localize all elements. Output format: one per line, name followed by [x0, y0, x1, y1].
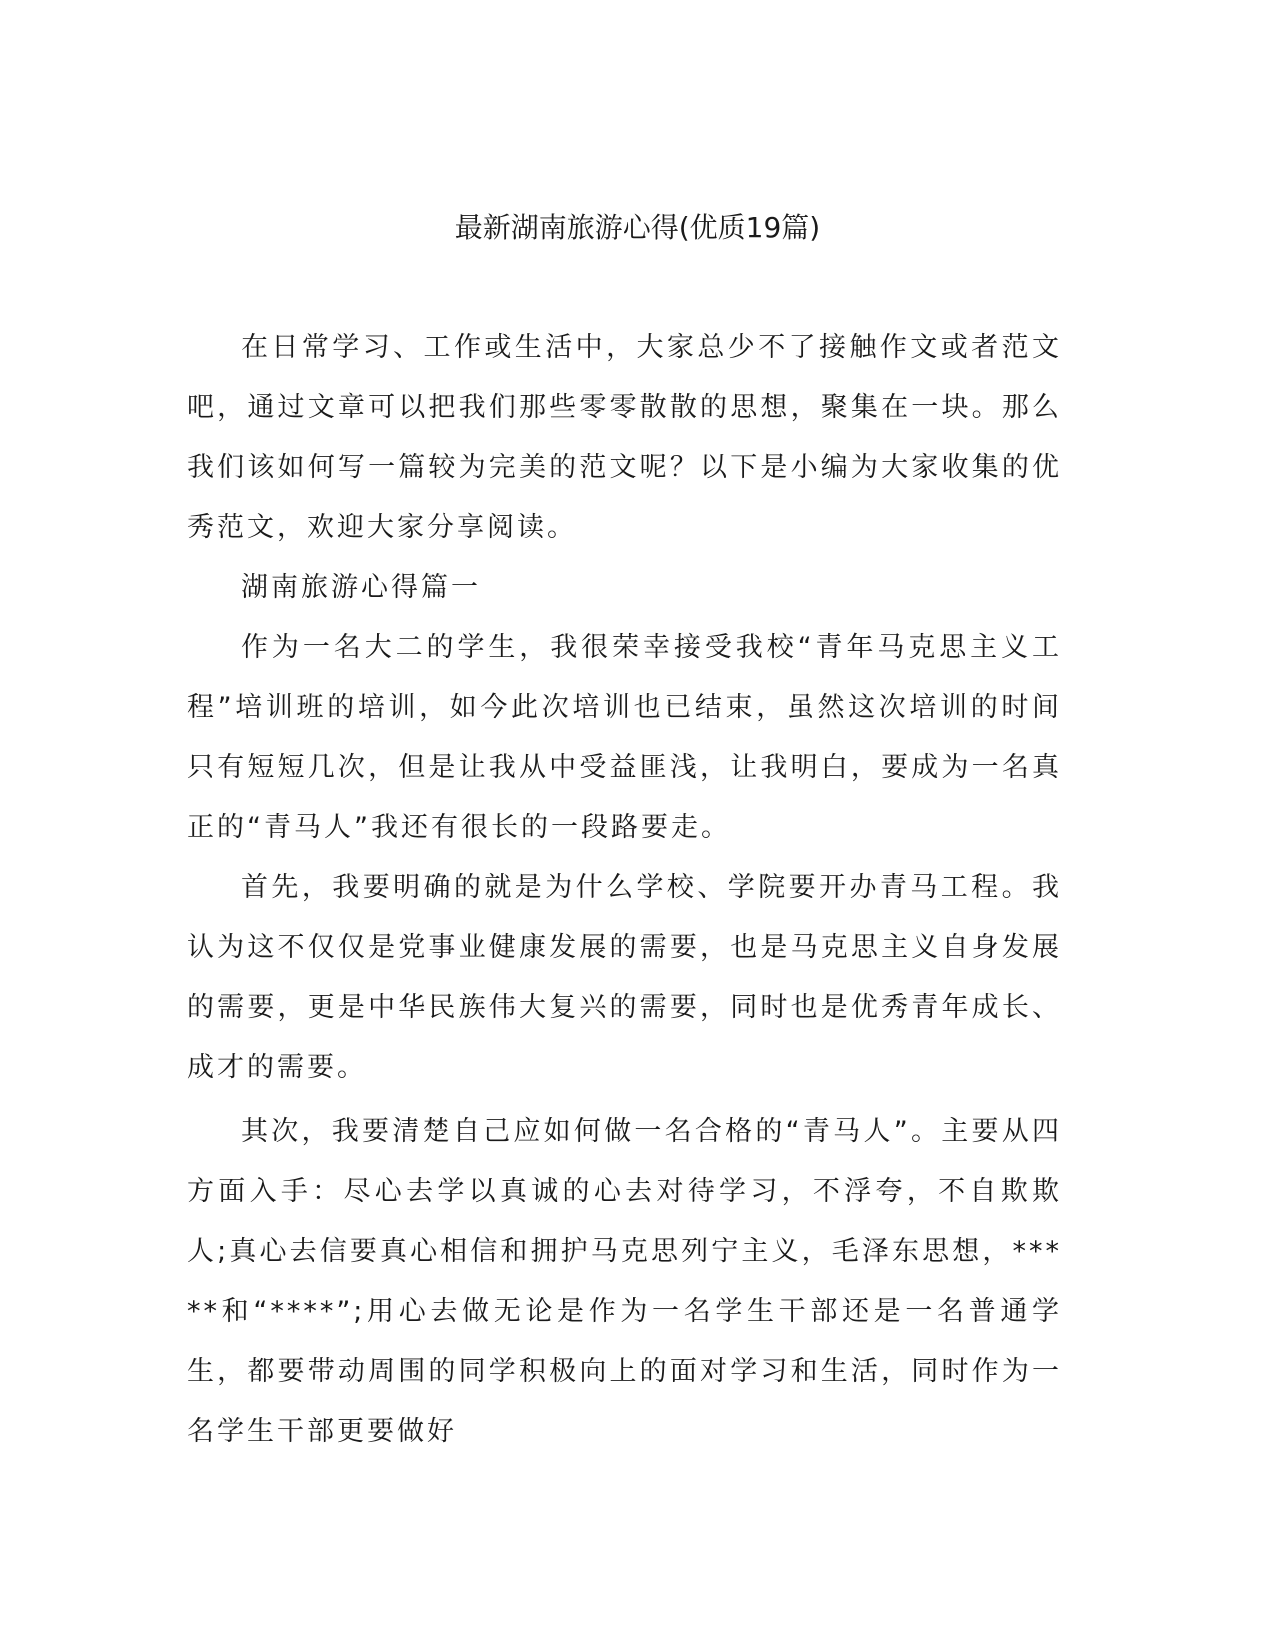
document-body [187, 318, 1062, 1462]
paragraph: 作为一名大二的学生，我很荣幸接受我校“青年马克思主义工程”培训班的培训，如今此次培训也已结束，虽然这次培训的时间只有短短几次，但是让我从中受益匪浅，让我明白，要成为一名真正的“青马人”我还有很长的一段路要走。 [187, 632, 1062, 843]
document-title: 最新湖南旅游心得(优质19篇) [454, 211, 821, 244]
paragraph-intro: 在日常学习、工作或生活中，大家总少不了接触作文或者范文吧，通过文章可以把我们那些零零散散的思想，聚集在一块。那么我们该如何写一篇较为完美的范文呢？以下是小编为大家收集的优秀范文，欢迎大家分享阅读。 [187, 332, 1062, 543]
paragraph: 首先，我要明确的就是为什么学校、学院要开办青马工程。我认为这不仅仅是党事业健康发展的需要，也是马克思主义自身发展的需要，更是中华民族伟大复兴的需要，同时也是优秀青年成长、成才的需要。 [187, 872, 1062, 1083]
section-heading: 湖南旅游心得篇一 [241, 572, 481, 603]
paragraph: 其次，我要清楚自己应如何做一名合格的“青马人”。主要从四方面入手：尽心去学以真诚的心去对待学习，不浮夸，不自欺欺人;真心去信要真心相信和拥护马克思列宁主义，毛泽东思想，*****和“****”;用心去做无论是作为一名学生干部还是一名普通学生，都要带动周围的同学积极向上的面对学习和生活，同时作为一名学生干部更要做好 [187, 1116, 1062, 1447]
